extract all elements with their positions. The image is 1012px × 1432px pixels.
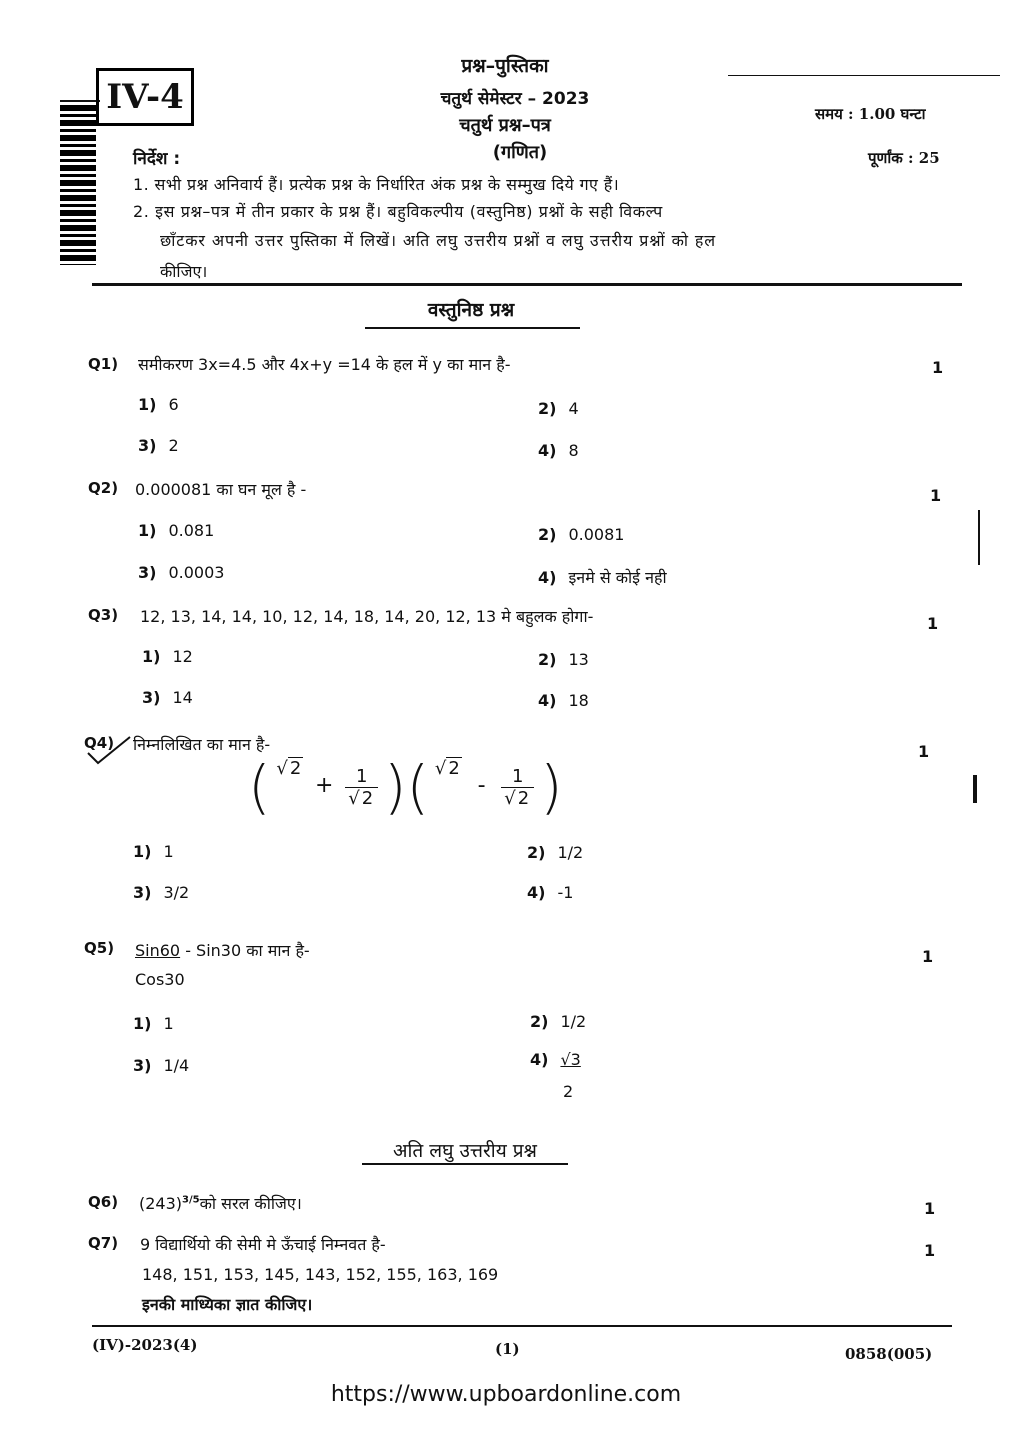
question-text: 9 विद्यार्थियो की सेमी मे ऊँचाई निम्नवत है- — [140, 1235, 386, 1254]
question-mark: 1 — [924, 1241, 936, 1260]
time-allowed: समय : 1.00 घन्टा — [815, 105, 926, 123]
checkmark-icon — [84, 735, 134, 767]
divider — [60, 100, 100, 102]
question-mark: 1 — [924, 1199, 936, 1218]
option: 4) इनमे से कोई नही — [538, 568, 667, 587]
instruction-2-cont: छाँटकर अपनी उत्तर पुस्तिका में लिखें। अति लघु उत्तरीय प्रश्नों व लघु उत्तरीय प्रश्नों को हल — [160, 231, 717, 250]
section-underline — [362, 1163, 568, 1165]
question-mark: 1 — [918, 742, 930, 761]
barcode — [60, 105, 96, 265]
option-denominator: 2 — [563, 1082, 574, 1101]
website-url[interactable]: https://www.upboardonline.com — [330, 1382, 682, 1407]
divider — [728, 75, 1000, 76]
question-mark: 1 — [930, 486, 942, 505]
section-heading-objective: वस्तुनिष्ठ प्रश्न — [427, 299, 515, 321]
option: 1) 1 — [133, 1014, 174, 1033]
question-text: Sin60 - Sin30 का मान है- — [135, 941, 310, 960]
option: 4) -1 — [527, 883, 574, 902]
option: 1) 1 — [133, 842, 174, 861]
sqrt-symbol: √ 2 — [276, 758, 302, 779]
math-expression: ( √ 2 + $\frac{1}{√ 2}$ )( √ 2 - $\frac{1}{√ 2}$ ) — [248, 753, 563, 821]
question-text: 12, 13, 14, 14, 10, 12, 14, 18, 14, 20, 12, 13 मे बहुलक होगा- — [140, 607, 594, 626]
question-mark: 1 — [932, 358, 944, 377]
fraction: $\frac{1}{√ 2}$ — [501, 766, 534, 809]
question-instruction: इनकी माध्यिका ज्ञात कीजिए। — [142, 1295, 313, 1314]
footer-rule — [92, 1325, 952, 1327]
question-text: $(243)^{3/5}को$ सरल कीजिए। — [139, 1194, 302, 1213]
option: 1) 6 — [138, 395, 179, 414]
paper-code-box: IV-4 — [96, 68, 194, 126]
fraction: $\frac{1}{√ 2}$ — [345, 766, 378, 809]
option: 2) 4 — [538, 399, 579, 418]
section-heading-very-short: अति लघु उत्तरीय प्रश्न — [393, 1140, 537, 1162]
option: 2) 0.0081 — [538, 525, 625, 544]
instruction-2: 2. इस प्रश्न–पत्र में तीन प्रकार के प्रश्न हैं। बहुविकल्पीय (वस्तुनिष्ठ) प्रश्नों के सही विकल्प — [133, 202, 663, 221]
question-number: Q6) — [88, 1193, 119, 1211]
subject-line: (गणित) — [492, 142, 548, 163]
question-mark: 1 — [927, 614, 939, 633]
question-number: Q1) — [88, 355, 119, 373]
question-text-denominator: Cos30 — [135, 970, 185, 989]
option: 3) 0.0003 — [138, 563, 225, 582]
option: 1) 12 — [142, 647, 193, 666]
question-number: Q5) — [84, 939, 115, 957]
max-marks: पूर्णांक : 25 — [868, 149, 940, 167]
question-mark: 1 — [922, 947, 934, 966]
instruction-1: 1. सभी प्रश्न अनिवार्य हैं। प्रत्येक प्रश्न के निर्धारित अंक प्रश्न के सम्मुख दिये गए हैं। — [133, 175, 620, 194]
option: 2) 13 — [538, 650, 589, 669]
instructions-label: निर्देश : — [133, 149, 181, 169]
sqrt-symbol: √ 2 — [434, 758, 460, 779]
question-text: समीकरण 3x=4.5 और 4x+y =14 के हल में y का मान है- — [138, 355, 511, 374]
option: 3) 14 — [142, 688, 193, 707]
scan-mark — [973, 775, 977, 803]
paper-line: चतुर्थ प्रश्न–पत्र — [459, 115, 551, 136]
section-underline — [365, 327, 580, 329]
option: 4) 8 — [538, 441, 579, 460]
question-number: Q4) — [84, 734, 115, 752]
option: 4) 18 — [538, 691, 589, 710]
question-number: Q2) — [88, 479, 119, 497]
option: 3) 1/4 — [133, 1056, 190, 1075]
question-text: 0.000081 का घन मूल है - — [135, 480, 307, 499]
option: 2) 1/2 — [527, 843, 584, 862]
footer-serial: 0858(005) — [845, 1345, 933, 1363]
question-data: 148, 151, 153, 145, 143, 152, 155, 163, 169 — [142, 1265, 499, 1284]
option: 1) 0.081 — [138, 521, 215, 540]
question-number: Q3) — [88, 606, 119, 624]
question-text: निम्नलिखित का मान है- — [133, 735, 271, 754]
option: 4) √3 — [530, 1050, 581, 1069]
booklet-title: प्रश्न–पुस्तिका — [461, 55, 549, 77]
header-rule — [92, 283, 962, 286]
page-number: (1) — [495, 1340, 520, 1358]
option: 3) 2 — [138, 436, 179, 455]
option: 2) 1/2 — [530, 1012, 587, 1031]
option: 3) 3/2 — [133, 883, 190, 902]
instruction-2-end: कीजिए। — [160, 262, 208, 281]
footer-code: (IV)-2023(4) — [92, 1336, 198, 1354]
question-number: Q7) — [88, 1234, 119, 1252]
semester-line: चतुर्थ सेमेस्टर – 2023 — [440, 89, 590, 109]
scan-mark — [978, 510, 980, 565]
